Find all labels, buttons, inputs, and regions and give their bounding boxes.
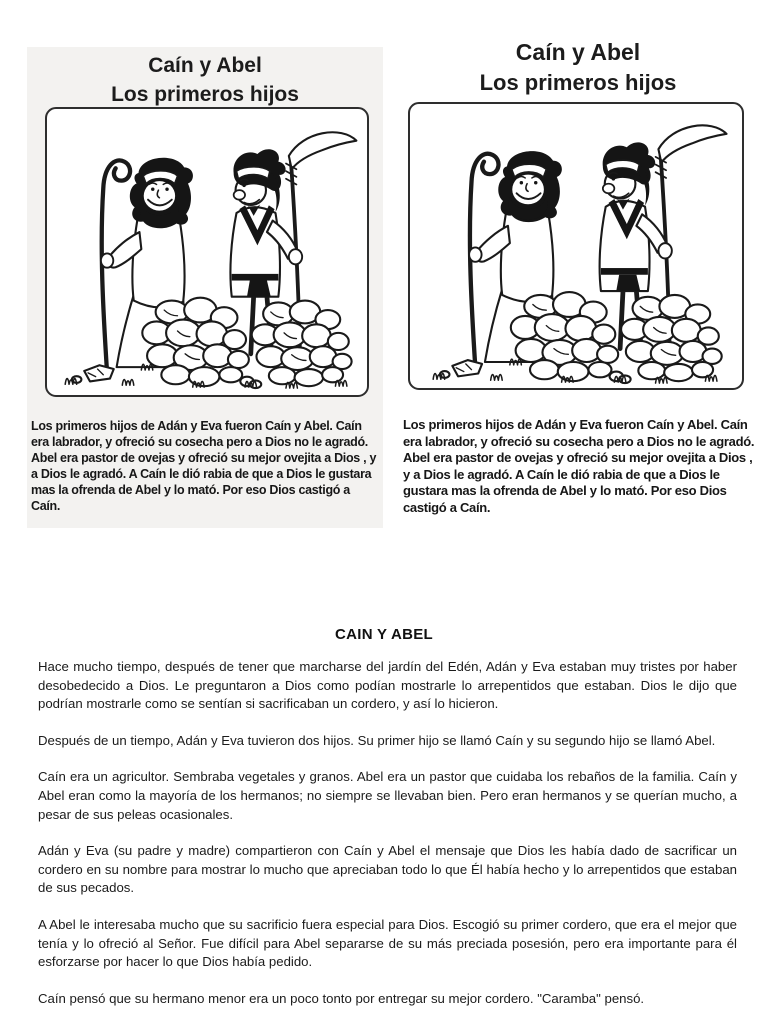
story-paragraph: Adán y Eva (su padre y madre) compartieron con Caín y Abel el mensaje que Dios les había dado de sacrificar un cordero en su nombre para mostrar lo mucho que apreciaban todo lo que Él había hecho y lo arrepentidos que estaban de sus pecados. (38, 843, 737, 896)
stone-altar-left (511, 292, 618, 381)
cain-abel-illustration (50, 112, 364, 392)
worksheet-title: Caín y Abel (148, 54, 262, 77)
worksheet-left (27, 47, 383, 528)
ground-stone (72, 365, 114, 383)
stone-altar-right (240, 301, 351, 389)
story-paragraph: A Abel le interesaba mucho que su sacrificio fuera especial para Dios. Escogió su primer cordero, que era el mejor que tenía y lo ofreció al Señor. Fue difícil para Abel separarse de su más preciada posesión, pero era importante para él esforzarse por hacer lo que Dios había pedido. (38, 916, 737, 970)
stone-altar-right (610, 295, 722, 383)
story-paragraph: Después de un tiempo, Adán y Eva tuvieron dos hijos. Su primer hijo se llamó Caín y su segundo hijo se llamó Abel. (38, 732, 716, 748)
stone-altar-left (142, 298, 249, 386)
worksheet-subtitle: Los primeros hijos (479, 70, 677, 95)
worksheet-caption: Los primeros hijos de Adán y Eva fueron Caín y Abel. Caín era labrador, y ofreció su cosecha pero a Dios no le agradó. Abel era pastor de ovejas y ofreció su mejor ovejita a Dios , y a Dios le agradó. A Caín le dió rabia de que a Dios le gustara mas la ofrenda de Abel y lo mató. Por eso Dios castigó a Caín. (403, 417, 755, 515)
scythe-blade (658, 125, 726, 162)
ground-stone (440, 360, 482, 378)
scythe-blade (289, 132, 357, 169)
story-paragraph: Caín pensó que su hermano menor era un poco tonto por entregar su mejor cordero. "Caramba" pensó. (38, 990, 645, 1006)
worksheet-title: Caín y Abel (515, 39, 641, 65)
story-heading: CAIN Y ABEL (334, 626, 434, 643)
story-paragraph: Caín era un agricultor. Sembraba vegetales y granos. Abel era un pastor que cuidaba los rebaños de la familia. Caín y Abel eran como la mayoría de los hermanos; no siempre se llevaban bien. Pero eran hermanos y se querían mucho, a pesar de sus peleas ocasionales. (38, 769, 737, 822)
worksheet-subtitle: Los primeros hijos (111, 83, 299, 106)
illustration-frame (45, 107, 369, 397)
story-paragraph: Hace mucho tiempo, después de tener que marcharse del jardín del Edén, Adán y Eva estaban muy tristes por haber desobedecido a Dios. Le preguntaron a Dios como podían mostrarle lo arrepentidos que estaban. Dios le dijo que podrían mostrarle como se sentían si sacrificaban un cordero, y así lo hicieron. (38, 659, 737, 712)
cain-abel-illustration (413, 107, 739, 385)
worksheet-right (400, 36, 756, 522)
illustration-frame (408, 102, 744, 390)
story-section (38, 658, 737, 1024)
worksheet-caption: Los primeros hijos de Adán y Eva fueron Caín y Abel. Caín era labrador, y ofreció su cosecha pero a Dios no le agradó. Abel era pastor de ovejas y ofreció su mejor ovejita a Dios , y a Dios le agradó. A Caín le dió rabia de que a Dios le gustara mas la ofrenda de Abel y lo mató. Por eso Dios castigó a Caín. (31, 419, 377, 513)
